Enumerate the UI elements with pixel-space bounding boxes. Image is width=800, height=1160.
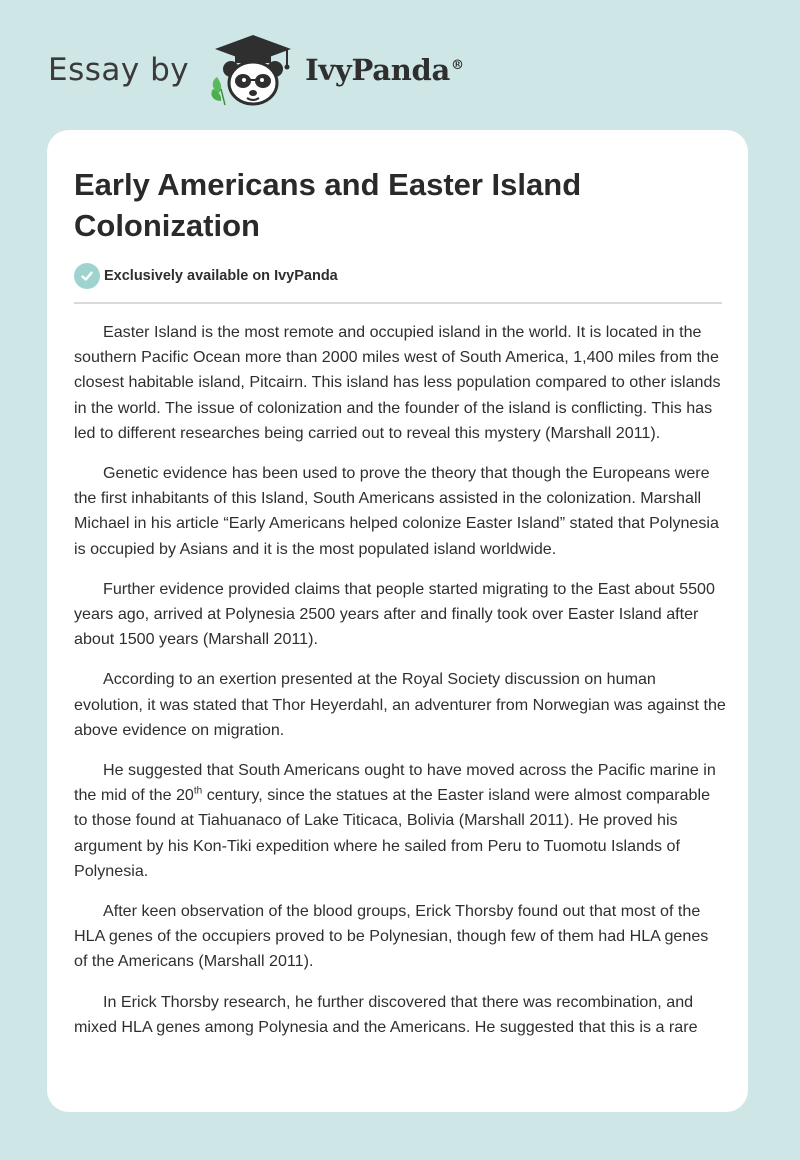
divider — [74, 302, 722, 304]
leaf-icon — [212, 77, 226, 105]
exclusive-badge — [74, 263, 338, 289]
superscript: th — [193, 785, 203, 797]
brand-logo[interactable] — [305, 53, 464, 87]
essay-by-label: Essay by — [48, 52, 190, 88]
paragraph: Genetic evidence has been used to prove the theory that though the Europeans were the first inhabitants of this Island, South Americans assisted in the colonization. Marshall Michael in his article “Early Americans helped colonize Easter Island” stated that Polynesia is occupied by Asians and it is the most populated island worldwide. — [74, 464, 719, 558]
page-title: Early Americans and Easter Island Colonization — [74, 167, 582, 243]
essay-card — [47, 130, 748, 1112]
paragraph-text: century, since the statues at the Easter island were almost comparable to those found at Tiahuanaco of Lake Titicaca, Bolivia (Marshall 2011). He proved his argument by his Kon-Tiki expedition where he sailed from Peru to Tuomotu Islands of Polynesia. — [74, 786, 711, 880]
badge-label: Exclusively available on IvyPanda — [104, 268, 338, 284]
paragraph-text: He suggested that South Americans ought to have moved across the Pacific marine in the mid of the 20 — [74, 761, 716, 805]
paragraph: Easter Island is the most remote and occupied island in the world. It is located in the southern Pacific Ocean more than 2000 miles west of South America, 1,400 miles from the closest habitable island, Pitcairn. This island has less population compared to other islands in the world. The issue of colonization and the founder of the island is conflicting. This has led to different researches being carried out to reveal this mystery (Marshall 2011). — [74, 323, 721, 442]
check-icon — [74, 263, 100, 289]
paragraph — [74, 758, 726, 884]
essay-body — [74, 320, 726, 1055]
brand-name: IvyPanda — [305, 53, 450, 87]
registered-mark: ® — [450, 58, 464, 74]
panda-graduate-icon[interactable] — [207, 31, 299, 109]
paragraph: Further evidence provided claims that people started migrating to the East about 5500 years ago, arrived at Polynesia 2500 years after and finally took over Easter Island after about 1500 years (Marshall 2011). — [74, 579, 715, 649]
paragraph: According to an exertion presented at the Royal Society discussion on human evolution, it was stated that Thor Heyerdahl, an adventurer from Norwegian was against the above evidence on migration. — [74, 670, 726, 739]
site-header — [48, 30, 548, 110]
paragraph: In Erick Thorsby research, he further discovered that there was recombination, and mixed HLA genes among Polynesia and the Americans. He suggested that this is a rare — [74, 992, 698, 1036]
paragraph: After keen observation of the blood groups, Erick Thorsby found out that most of the HLA genes of the occupiers proved to be Polynesian, though few of them had HLA genes of the Americans (Marshall 2011). — [74, 902, 709, 971]
